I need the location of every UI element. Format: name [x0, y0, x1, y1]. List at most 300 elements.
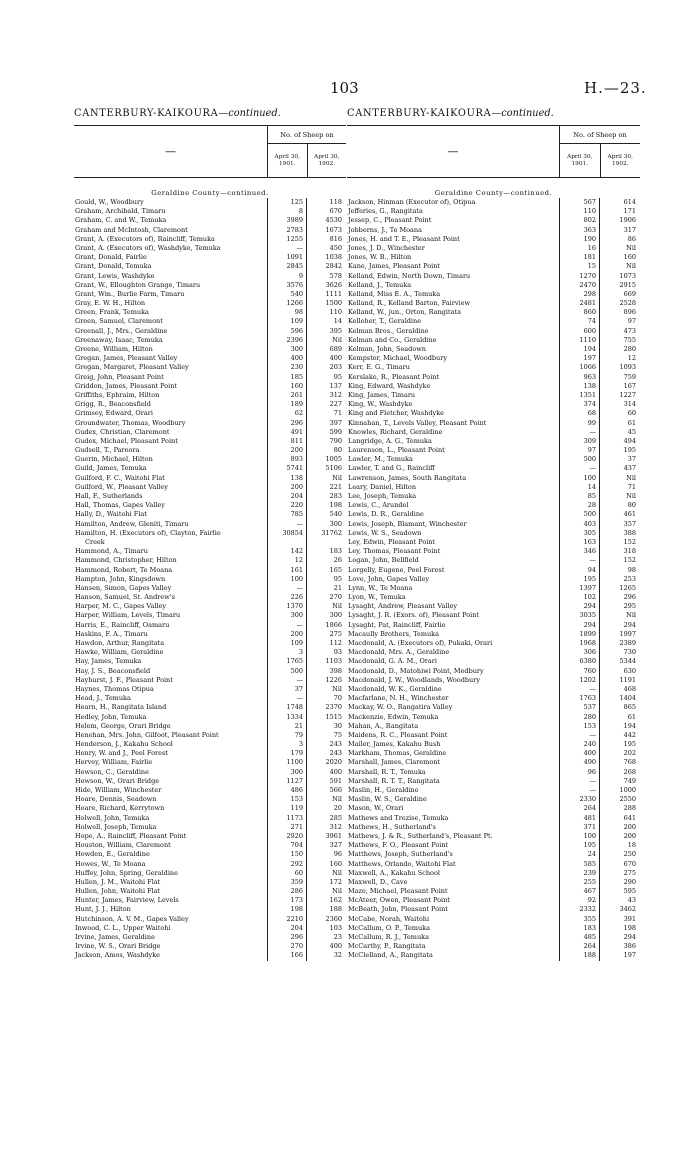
holder-name: Mathews, J. & R., Sutherland's, Pleasant Pt.: [348, 831, 493, 840]
sheep-1901: 355: [583, 914, 596, 923]
holder-name: Lawler, T. and G., Raincliff: [348, 464, 435, 473]
sheep-1902: 1866: [325, 620, 342, 629]
holder-name: Lawrenson, James, South Rangitata: [348, 473, 467, 482]
sheep-1902: 160: [329, 859, 342, 868]
sheep-1901: 240: [583, 740, 596, 749]
table-row: [347, 786, 640, 795]
sheep-1902: 70: [333, 694, 342, 703]
sheep-1901: 3: [298, 648, 303, 657]
left-column-title: [74, 108, 346, 122]
table-row: [347, 575, 640, 584]
holder-name: Mathews, H., Sutherland's: [348, 822, 436, 831]
holder-name: Kelland, R., Kelland Barton, Fairview: [348, 299, 471, 308]
sheep-1901: 271: [290, 822, 303, 831]
sheep-1902: Nil: [332, 684, 342, 693]
holder-name: Maxwell, D., Cave: [348, 877, 408, 886]
holder-name: Ley, Thomas, Pleasant Point: [348, 547, 441, 556]
holder-name: Marshall, R. T., Temuka: [348, 767, 426, 776]
sheep-1902: 290: [623, 877, 636, 886]
sheep-1902: 280: [623, 345, 636, 353]
table-row: [74, 602, 346, 611]
table-row: [74, 363, 346, 372]
sheep-1902: Nil: [332, 335, 342, 344]
holder-name: Hide, William, Winchester: [75, 786, 162, 794]
table-row: [347, 244, 640, 253]
table-row: [347, 391, 640, 400]
holder-name: Kelland, W., jun., Orton, Rangitata: [348, 308, 461, 317]
sheep-1902: 1404: [619, 694, 636, 703]
table-row: [74, 869, 346, 878]
sheep-1901: 596: [290, 326, 303, 335]
holder-name: Lysaght, Andrew, Pleasant Valley: [348, 602, 457, 611]
table-row: [347, 327, 640, 336]
sheep-1902: 203: [329, 363, 342, 372]
holder-name: Kelman Bros., Geraldine: [348, 326, 429, 335]
sheep-1902: 1906: [619, 216, 636, 225]
table-row: [74, 272, 346, 281]
holder-name: Kempster, Michael, Woodbury: [348, 354, 448, 363]
holder-name: Inwood, C. L., Upper Waitohi: [75, 923, 171, 932]
sheep-1901: 485: [583, 933, 596, 941]
sheep-1901: 500: [583, 510, 596, 519]
sheep-1902: 595: [623, 887, 636, 896]
table-row: [74, 547, 346, 556]
sheep-1902: 400: [329, 767, 342, 776]
table-row: [347, 382, 640, 391]
sheep-1902: 790: [329, 436, 342, 445]
sheep-1901: 1397: [579, 583, 596, 592]
holder-name: Howes, W., Te Moana: [75, 859, 146, 868]
sheep-1901: 2332: [579, 905, 596, 914]
sheep-1902: 437: [623, 464, 636, 473]
holder-name: Hall, Thomas, Gapes Valley: [75, 501, 165, 510]
holder-name: Lyon, W., Temuka: [348, 593, 406, 602]
holder-name: Kelleher, T., Geraldine: [348, 317, 422, 326]
sheep-1902: 200: [623, 831, 636, 840]
sheep-1901: 3576: [286, 280, 303, 289]
sheep-1901: 567: [583, 198, 596, 206]
holder-name: Hullen, J. M., Waitohi Flat: [75, 877, 161, 886]
sheep-1902: 5344: [619, 657, 636, 666]
table-row: [347, 336, 640, 345]
table-row: [347, 731, 640, 740]
table-row: [347, 492, 640, 501]
table-row: [74, 455, 346, 464]
sheep-1902: 1265: [619, 583, 636, 592]
sheep-1902: 294: [623, 620, 636, 629]
sheep-1902: 32: [333, 951, 342, 960]
sheep-1901: 1370: [286, 602, 303, 611]
holder-name: Howden, E., Geraldine: [75, 850, 150, 859]
sheep-1902: 591: [329, 776, 342, 785]
sheep-1902: 599: [329, 427, 342, 436]
holder-name: Hammond, A., Timaru: [75, 547, 148, 556]
sheep-1901: 153: [583, 721, 596, 730]
sheep-1902: 172: [329, 877, 342, 886]
sheep-1901: 2920: [286, 831, 303, 840]
sheep-1901: 183: [583, 923, 596, 932]
holder-name: Gray, E. W. H., Hilton: [75, 299, 146, 308]
holder-name: Greig, John, Pleasant Point: [75, 372, 164, 381]
sheep-1901: 760: [583, 666, 596, 675]
sheep-1901: 359: [290, 877, 303, 886]
table-row: [347, 758, 640, 767]
sheep-1901: 110: [583, 207, 596, 216]
sheep-1901: 3989: [286, 216, 303, 225]
holder-name: Henehan, Mrs. John, Gilfoot, Pleasant Point: [75, 730, 219, 739]
holder-name: Kelland, Edwin, North Down, Timaru: [348, 271, 471, 280]
sheep-1902: 1227: [619, 390, 636, 399]
table-row: [74, 290, 346, 299]
sheep-1902: 630: [623, 666, 636, 675]
holder-name: Harper, William, Levels, Timaru: [75, 611, 181, 620]
table-row: [347, 428, 640, 437]
sheep-1902: 61: [627, 712, 636, 721]
sheep-1901: 264: [583, 942, 596, 951]
sheep-1902: Nil: [626, 473, 636, 482]
table-row: [74, 556, 346, 565]
table-row: [74, 639, 346, 648]
sheep-1902: 1673: [325, 225, 342, 234]
table-row: [74, 327, 346, 336]
table-row: [347, 905, 640, 914]
holder-name: Maslin, H., Geraldine: [348, 786, 419, 794]
sheep-1901: 150: [290, 850, 303, 859]
holder-name: Lewis, Joseph, Blamant, Winchester: [348, 519, 467, 528]
holder-name: Jones, W. B., Hilton: [348, 253, 412, 262]
sheep-1902: 202: [623, 749, 636, 758]
sheep-1901: 500: [583, 455, 596, 464]
sheep-1901: 188: [583, 951, 596, 960]
holder-name: Houston, William, Claremont: [75, 841, 171, 850]
sheep-1902: 391: [623, 914, 636, 923]
table-row: [74, 924, 346, 933]
sheep-1901: 491: [290, 427, 303, 436]
holder-name: Holwell, John, Temuka: [75, 813, 150, 822]
left-rows: [74, 198, 346, 961]
sheep-1902: 71: [333, 409, 342, 418]
sheep-1902: 20: [333, 804, 342, 813]
holder-name: McCabe, Norah, Waitohi: [348, 914, 430, 923]
sheep-1902: 26: [333, 556, 342, 565]
sheep-1902: 152: [623, 556, 636, 565]
holder-name: Kelland, J., Temuka: [348, 280, 412, 289]
table-row: [74, 887, 346, 896]
table-row: [74, 713, 346, 722]
sheep-1902: Nil: [332, 868, 342, 877]
sheep-1902: 300: [329, 611, 342, 620]
sheep-1901: 1202: [579, 675, 596, 684]
holder-name: Hope, A., Raincliff, Pleasant Point: [75, 831, 187, 840]
holder-name: Hunter, James, Fairview, Levels: [75, 896, 179, 905]
holder-name: Mathews and Trezise, Temuka: [348, 813, 449, 822]
holder-name: Hally, D., Waitohi Flat: [75, 510, 147, 519]
sheep-1902: 312: [329, 390, 342, 399]
table-row: [347, 593, 640, 602]
table-row: [74, 299, 346, 308]
sheep-1902: [307, 538, 346, 547]
sheep-1902: 1226: [325, 675, 342, 684]
holder-name: Jessep, C., Pleasant Point: [348, 216, 432, 225]
sheep-1901: 181: [583, 253, 596, 262]
table-row: [347, 317, 640, 326]
table-row: [74, 538, 346, 547]
table-row: [347, 520, 640, 529]
table-row: [347, 639, 640, 648]
sheep-1902: 200: [623, 822, 636, 831]
sheep-1902: 37: [627, 455, 636, 464]
sheep-1901: 306: [583, 648, 596, 657]
holder-name: Hay, James, Temuka: [75, 657, 142, 666]
table-row: [74, 529, 346, 538]
holder-name: Knowles, Richard, Geraldine: [348, 427, 443, 436]
sheep-1902: 195: [623, 740, 636, 749]
sheep-1901: 1968: [579, 639, 596, 647]
sheep-1901: 296: [290, 418, 303, 427]
table-row: [74, 694, 346, 703]
sheep-1901: 204: [290, 492, 303, 500]
sheep-1902: 2370: [325, 703, 342, 712]
sheep-1901: 14: [587, 482, 596, 491]
sheep-1901: 109: [290, 317, 303, 326]
table-row: [347, 924, 640, 933]
table-row: [74, 768, 346, 777]
sheep-1902: 614: [623, 198, 636, 206]
holder-name: Irvine, W. S., Orari Bridge: [75, 942, 161, 951]
sheep-1902: 2550: [619, 795, 636, 804]
holder-name: Hall, F., Sutherlands: [75, 492, 143, 500]
table-row: [347, 556, 640, 565]
sheep-1902: 3462: [619, 905, 636, 914]
table-row: [74, 740, 346, 749]
holder-name: Harper, M. C., Gapes Valley: [75, 602, 167, 611]
sheep-1901: 15: [587, 262, 596, 271]
sheep-1902: 96: [333, 850, 342, 859]
holder-name: Macdonald, J. W., Woodlands, Woodbury: [348, 675, 481, 684]
table-row: [347, 363, 640, 372]
table-row: [74, 510, 346, 519]
holder-name: Grant, Donald, Fairlie: [75, 253, 147, 262]
table-row: [74, 244, 346, 253]
holder-name: Kelman, John, Seadown: [348, 345, 426, 353]
sheep-1901: [268, 538, 307, 547]
holder-name: Graham and McIntosh, Claremont: [75, 225, 188, 234]
sheep-1902: 285: [329, 813, 342, 822]
table-row: [74, 593, 346, 602]
table-row: [74, 308, 346, 317]
sheep-1902: 395: [329, 326, 342, 335]
holder-name: Jackson, Hinman (Executor of), Otipua: [348, 198, 476, 206]
table-row: [74, 667, 346, 676]
holder-name: Jefferies, G., Rangitata: [348, 207, 423, 216]
holder-name: Jackson, Amos, Washdyke: [75, 951, 160, 960]
sheep-1901: 138: [290, 473, 303, 482]
holder-name: Maidens, R. C., Pleasant Point: [348, 730, 448, 739]
table-row: [347, 621, 640, 630]
sheep-1901: 486: [290, 786, 303, 794]
sheep-1901: 163: [583, 537, 596, 546]
table-row: [347, 887, 640, 896]
sheep-1902: 2020: [325, 758, 342, 767]
sheep-1902: 61: [627, 418, 636, 427]
table-row: [74, 226, 346, 235]
sheep-1902: 461: [623, 510, 636, 519]
holder-name: Guilford, W., Pleasant Valley: [75, 482, 168, 491]
sheep-1901: 1748: [286, 703, 303, 712]
sheep-1902: 95: [333, 574, 342, 583]
sheep-1901: 2470: [579, 280, 596, 289]
table-row: [347, 308, 640, 317]
holder-name: Hedley, John, Temuka: [75, 712, 147, 721]
table-row: [74, 409, 346, 418]
table-row: [347, 832, 640, 841]
sheep-1901: 811: [290, 436, 303, 445]
holder-name: King and Fletcher, Washdyke: [348, 409, 445, 418]
holder-name: Grigg, R., Beaconsfield: [75, 400, 151, 409]
holder-name: Maze, Michael, Pleasant Point: [348, 887, 448, 896]
holder-name: Kelland, Miss E. A., Temuka: [348, 289, 441, 298]
sheep-1901: 286: [290, 887, 303, 896]
sheep-1902: 386: [623, 942, 636, 951]
table-row: [347, 850, 640, 859]
table-row: [347, 510, 640, 519]
sheep-1901: 1351: [579, 390, 596, 399]
table-row: [74, 198, 346, 207]
holder-name: Mailer, James, Kakahu Bush: [348, 740, 441, 749]
sheep-1901: 3035: [579, 611, 596, 620]
sheep-1901: —: [589, 427, 596, 436]
holder-name: Grant, A. (Executors of), Raincliff, Temuka: [75, 234, 215, 243]
sheep-1901: 1266: [286, 299, 303, 308]
holder-name: Gould, W., Woodbury: [75, 198, 144, 206]
sheep-1902: 327: [329, 841, 342, 850]
sheep-1902: 1073: [619, 271, 636, 280]
sheep-1901: 99: [587, 418, 596, 427]
table-row: [74, 391, 346, 400]
sheep-1901: 298: [583, 289, 596, 298]
sheep-1901: 346: [583, 547, 596, 556]
sheep-1902: 300: [329, 519, 342, 528]
table-row: [74, 492, 346, 501]
right-column: [347, 108, 640, 961]
table-row: [74, 749, 346, 758]
sheep-1902: 755: [623, 335, 636, 344]
sheep-1901: 1127: [286, 776, 303, 785]
sheep-1901: 230: [290, 363, 303, 372]
sheep-1901: 197: [583, 354, 596, 363]
sheep-1901: 6380: [579, 657, 596, 666]
sheep-1901: 138: [583, 381, 596, 390]
table-row: [347, 657, 640, 666]
holder-name: Hoare, Dennis, Seadown: [75, 795, 157, 804]
sheep-1901: 300: [290, 767, 303, 776]
sheep-1902: 730: [623, 648, 636, 657]
sheep-1902: 5106: [325, 464, 342, 473]
sheep-1901: 204: [290, 923, 303, 932]
sheep-1901: —: [589, 730, 596, 739]
sheep-1901: 142: [290, 547, 303, 556]
table-row: [74, 657, 346, 666]
sheep-1902: 2915: [619, 280, 636, 289]
holder-name: Hayhurst, J. F., Pleasant Point: [75, 675, 173, 684]
sheep-1902: 253: [623, 574, 636, 583]
holder-name: Kinnahan, T., Levels Valley, Pleasant Point: [348, 418, 487, 427]
table-row: [74, 354, 346, 363]
sheep-1901: 198: [290, 905, 303, 914]
holder-name: Green, Frank, Temuka: [75, 308, 149, 317]
holder-name: Henry, W. and J., Peel Forest: [75, 749, 168, 758]
sheep-1902: 294: [623, 933, 636, 941]
sheep-1902: 18: [627, 841, 636, 850]
sheep-1902: 283: [329, 492, 342, 500]
sheep-1901: 125: [290, 198, 303, 206]
holder-name: Matthews, Orlando, Waitohi Flat: [348, 859, 456, 868]
sheep-1902: 14: [333, 317, 342, 326]
sheep-1902: 80: [627, 501, 636, 510]
table-row: [347, 446, 640, 455]
table-row: [347, 501, 640, 510]
holder-name: Kane, James, Pleasant Point: [348, 262, 441, 271]
sheep-1901: 1066: [579, 363, 596, 372]
holder-name: Grant, A. (Executors of), Washdyke, Temuka: [75, 243, 221, 252]
holder-name: Huffey, John, Spring, Geraldine: [75, 868, 178, 877]
sheep-1901: 100: [290, 574, 303, 583]
holder-name: Gudsell, T., Pareora: [75, 446, 140, 455]
table-row: [347, 814, 640, 823]
sheep-1902: 275: [623, 868, 636, 877]
sheep-1901: 2210: [286, 914, 303, 923]
sheep-1901: 363: [583, 225, 596, 234]
table-row: [347, 226, 640, 235]
sheep-1902: Nil: [332, 473, 342, 482]
sheep-1902: 295: [623, 602, 636, 611]
holder-name: Gregan, Margaret, Pleasant Valley: [75, 363, 189, 372]
sheep-1901: 296: [290, 933, 303, 941]
table-row: [74, 262, 346, 271]
table-row: [74, 832, 346, 841]
sheep-1901: 1100: [286, 758, 303, 767]
holder-name: Maxwell, A., Kakahu School: [348, 868, 440, 877]
sheep-1901: 294: [583, 620, 596, 629]
sheep-1901: 100: [583, 473, 596, 482]
sheep-1901: 94: [587, 565, 596, 574]
left-title-suffix: —continued.: [218, 108, 281, 119]
holder-name: Macdonald, A. (Executors of), Pukaki, Orari: [348, 639, 493, 647]
table-row: [74, 942, 346, 951]
sheep-1901: 194: [583, 345, 596, 353]
table-row: [74, 758, 346, 767]
left-sheep-header: [267, 126, 346, 177]
sheep-1902: 689: [329, 345, 342, 353]
table-row: [347, 419, 640, 428]
table-row: [347, 713, 640, 722]
table-row: [74, 400, 346, 409]
right-rows: [347, 198, 640, 961]
sheep-1901: 500: [290, 666, 303, 675]
sheep-1901: 161: [290, 565, 303, 574]
sheep-1902: 162: [329, 896, 342, 905]
sheep-1901: 893: [290, 455, 303, 464]
sheep-1902: 317: [623, 225, 636, 234]
sheep-1902: 3961: [325, 831, 342, 840]
holder-name: Logan, John, Bellfield: [348, 556, 419, 565]
table-row: [74, 464, 346, 473]
table-row: [347, 207, 640, 216]
table-row: [347, 915, 640, 924]
table-row: [74, 336, 346, 345]
sheep-1901: —: [296, 243, 303, 252]
right-section-heading: Geraldine County—continued.: [434, 189, 553, 197]
